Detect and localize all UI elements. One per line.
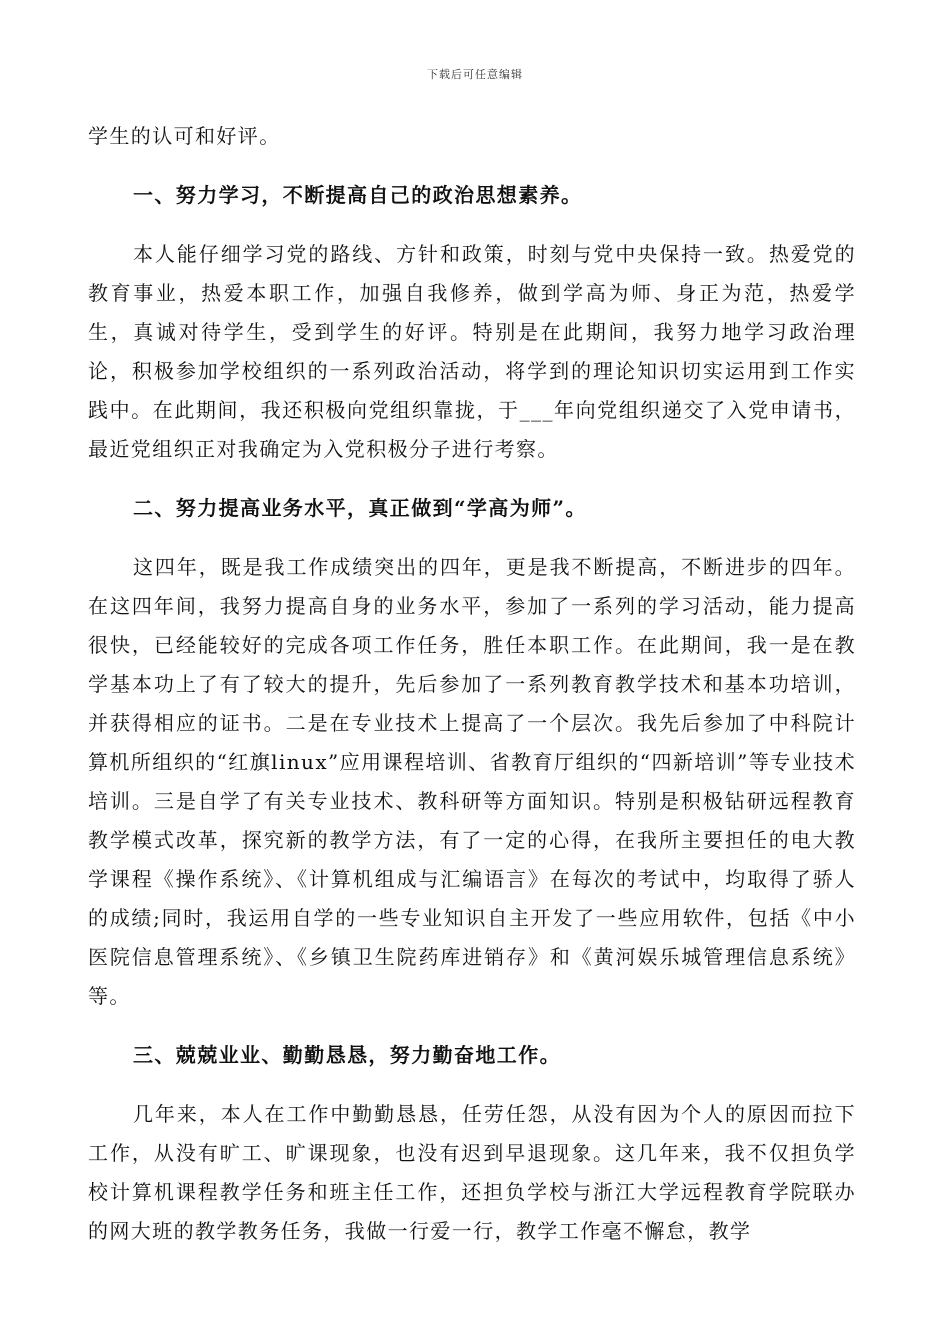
page-header: 下载后可任意编辑 xyxy=(427,68,523,81)
section-1-paragraph: 本人能仔细学习党的路线、方针和政策，时刻与党中央保持一致。热爱党的教育事业，热爱本职工作，加强自我修养，做到学高为师、身正为范，热爱学生，真诚对待学生，受到学生的好评。特别是在此期间，我努力地学习政治理论，积极参加学校组织的一系列政治活动，将学到的理论知识切实运用到工作实践中。在此期间，我还积极向党组织靠拢，于___年向党组织递交了入党申请书，最近党组织正对我确定为入党积极分子进行考察。 xyxy=(88,242,856,461)
section-3-paragraph: 几年来，本人在工作中勤勤恳恳，任劳任怨，从没有因为个人的原因而拉下工作，从没有旷工、旷课现象，也没有迟到早退现象。这几年来，我不仅担负学校计算机课程教学任务和班主任工作，还担负学校与浙江大学远程教育学院联办的网大班的教学教务任务，我做一行爱一行，教学工作毫不懈怠，教学 xyxy=(88,1102,856,1243)
intro-paragraph: 学生的认可和好评。 xyxy=(88,124,281,148)
section-3-heading: 三、兢兢业业、勤勤恳恳，努力勤奋地工作。 xyxy=(133,1043,561,1067)
section-2-paragraph: 这四年，既是我工作成绩突出的四年，更是我不断提高，不断进步的四年。在这四年间，我努力提高自身的业务水平，参加了一系列的学习活动，能力提高很快，已经能较好的完成各项工作任务，胜任本职工作。在此期间，我一是在教学基本功上了有了较大的提升，先后参加了一系列教育教学技术和基本功培训，并获得相应的证书。二是在专业技术上提高了一个层次。我先后参加了中科院计算机所组织的“红旗linux”应用课程培训、省教育厅组织的“四新培训”等专业技术培训。三是自学了有关专业技术、教科研等方面知识。特别是积极钻研远程教育教学模式改革，探究新的教学方法，有了一定的心得，在我所主要担任的电大教学课程《操作系统》、《计算机组成与汇编语言》在每次的考试中，均取得了骄人的成绩;同时，我运用自学的一些专业知识自主开发了一些应用软件，包括《中小医院信息管理系统》、《乡镇卫生院药库进销存》和《黄河娱乐城管理信息系统》等。 xyxy=(88,555,856,1008)
section-1-heading: 一、努力学习，不断提高自己的政治思想素养。 xyxy=(133,183,583,207)
section-2-heading: 二、努力提高业务水平，真正做到“学高为师”。 xyxy=(133,496,587,520)
document-body xyxy=(88,117,856,1251)
